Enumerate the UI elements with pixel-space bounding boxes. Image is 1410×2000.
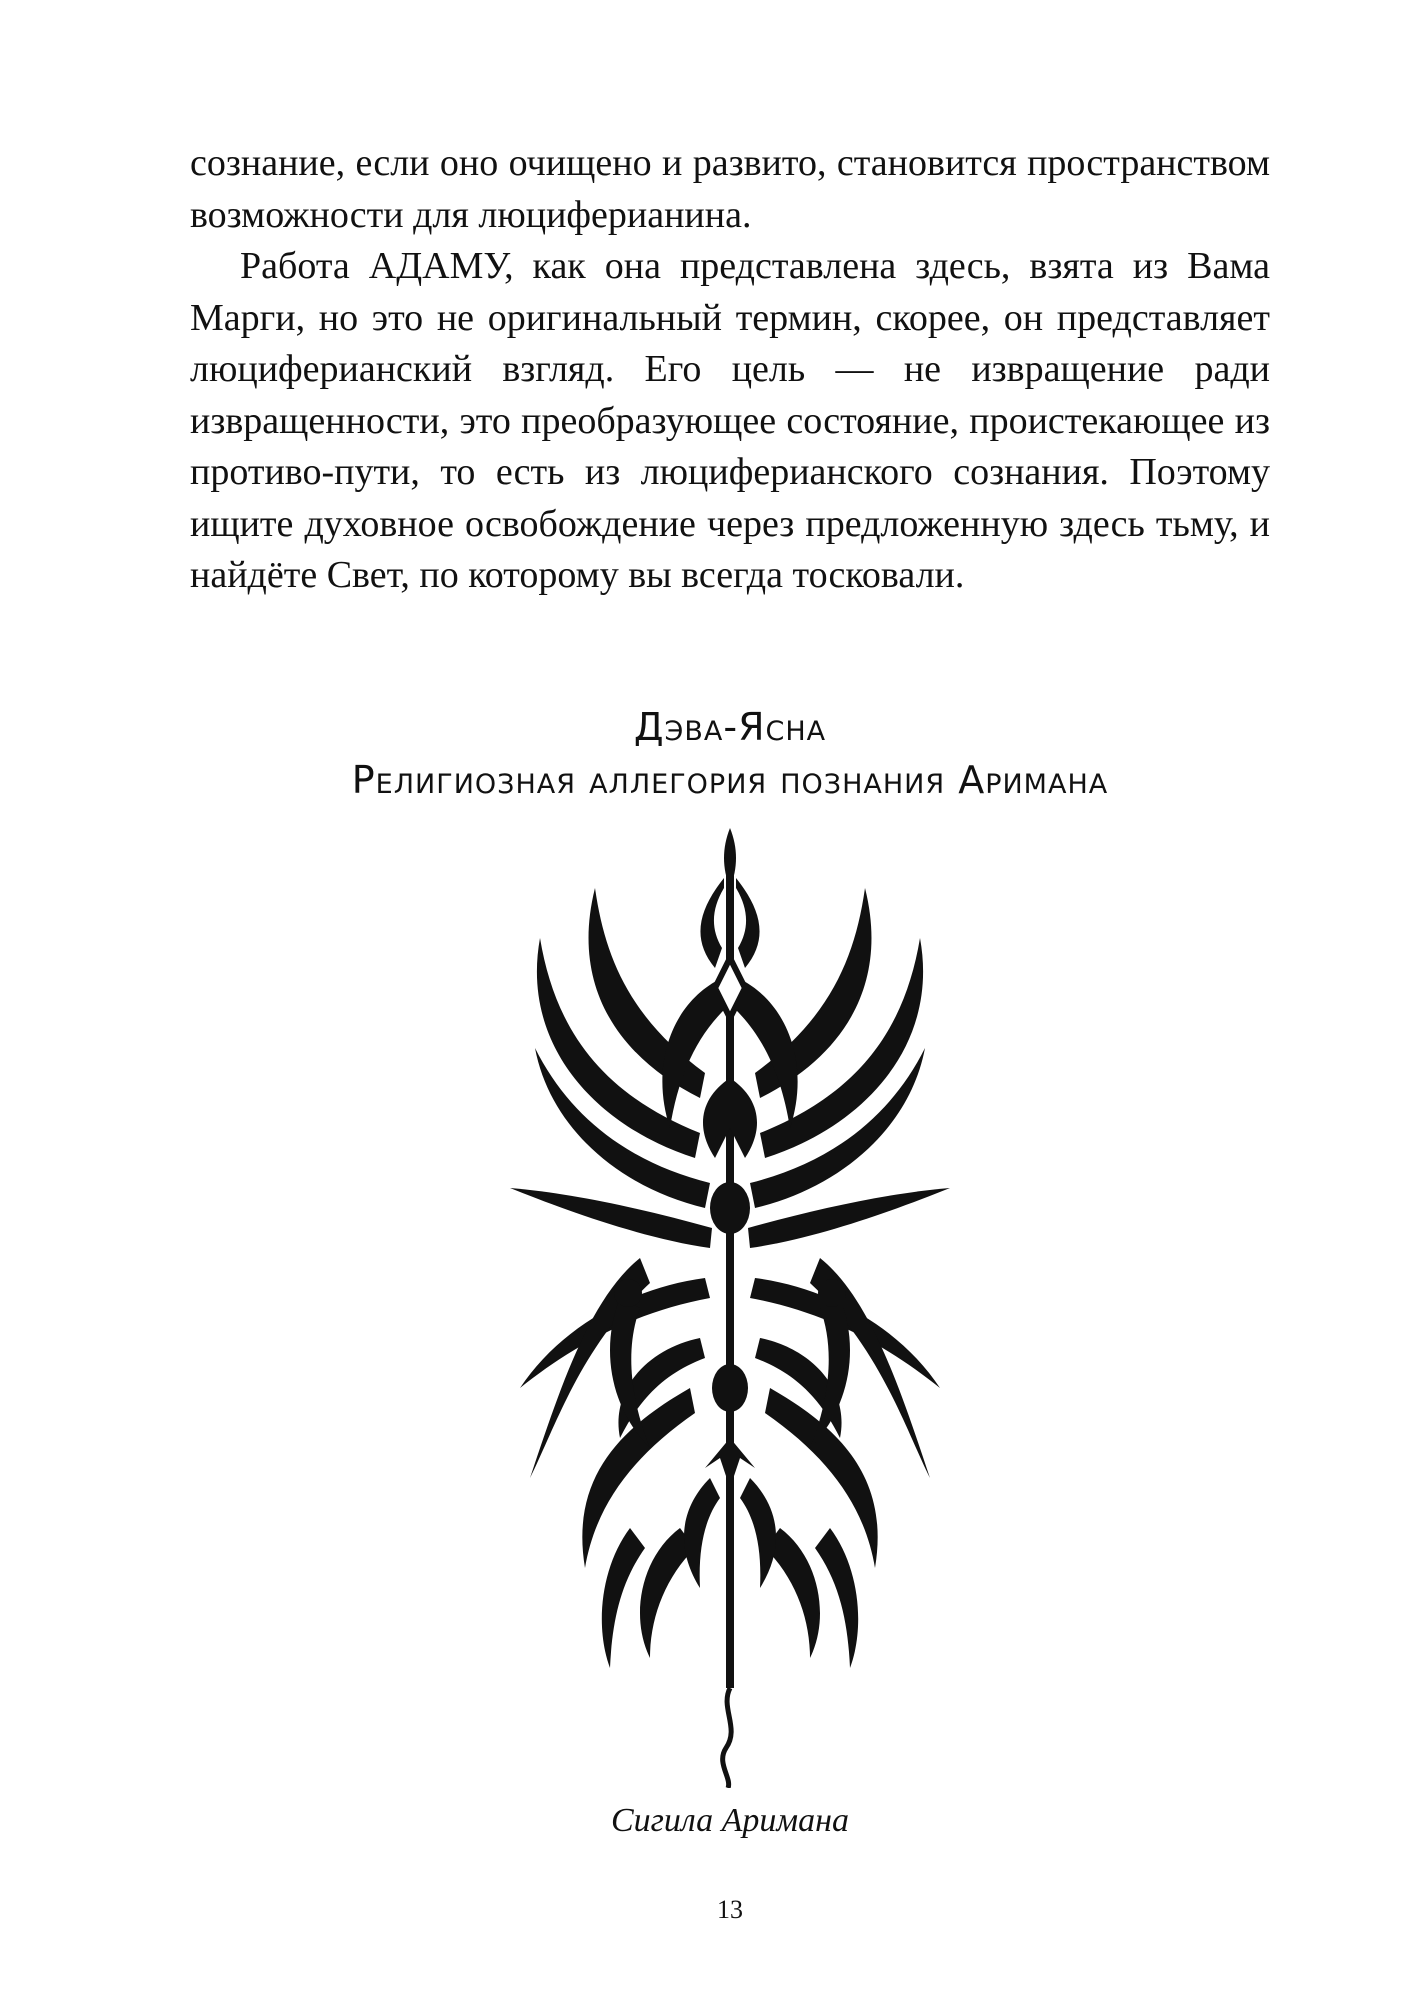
section-subtitle: Религиозная аллегория познания Аримана [351,758,1109,802]
body-text [190,138,1270,602]
paragraph-2: Работа АДАМУ, как она представлена здесь, взята из Вама Марги, но это не оригинальный термин, скорее, он представляет люциферианский взгляд. Его цель — не извращение ради извращенности, это преобразующее состояние, проистекающее из противо-пути, то есть из люциферианского сознания. Поэтому ищите духовное освобождение через предложенную здесь тьму, и найдёте Свет, по которому вы всегда тосковали. [190,245,1270,596]
sigil-of-ahriman-icon [500,828,960,1788]
section-title: Дэва-Ясна [633,705,827,749]
paragraph-1: сознание, если оно очищено и развито, становится пространством возможности для люциферианина. [190,142,1270,236]
figure-caption: Сигила Аримана [610,1802,850,1839]
page-number: 13 [717,1895,743,1924]
